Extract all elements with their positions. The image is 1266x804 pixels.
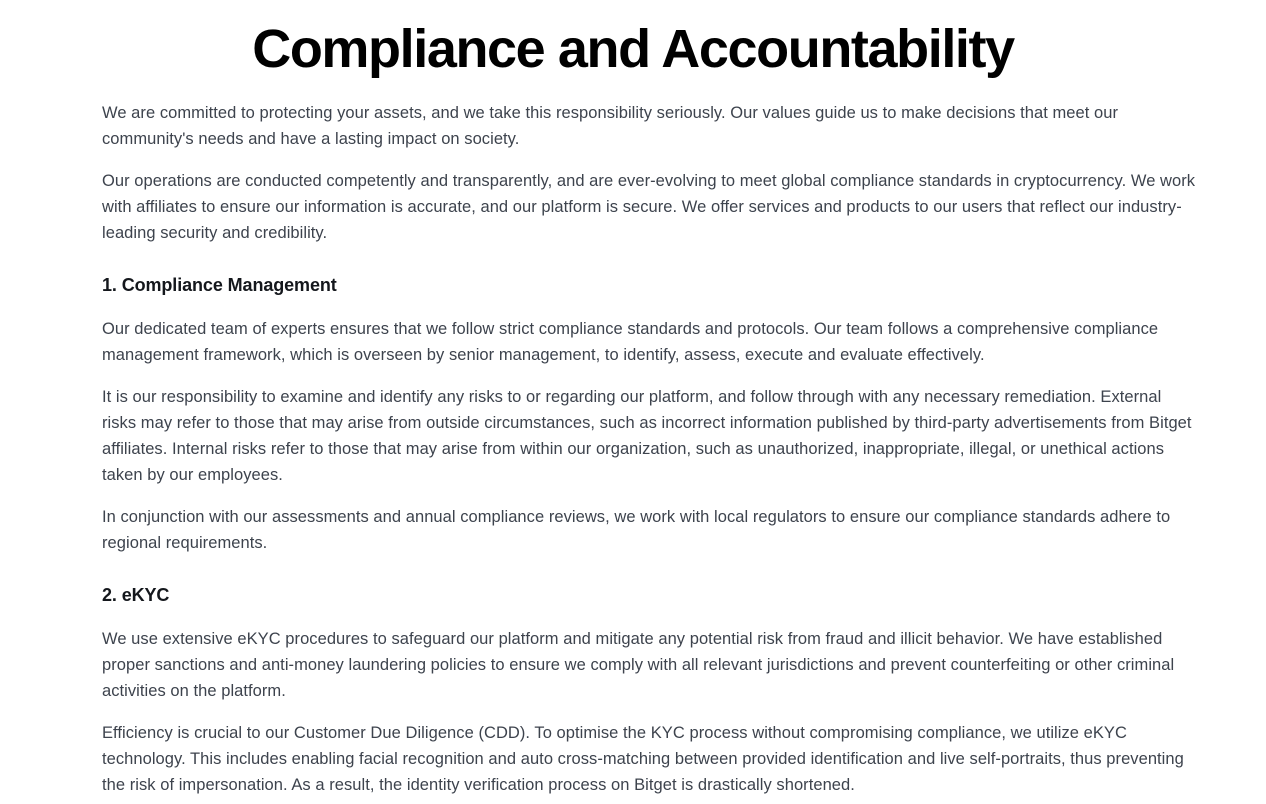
paragraph: Our dedicated team of experts ensures that we follow strict compliance standards and protocols. Our team follows a comprehensive compliance management framework, which is overseen by senior management, to identify, assess, execute and evaluate effectively. bbox=[102, 320, 1159, 365]
paragraph: We use extensive eKYC procedures to safeguard our platform and mitigate any potential risk from fraud and illicit behavior. We have established proper sanctions and anti-money laundering policies to ensure we comply with all relevant jurisdictions and prevent counterfeiting or other criminal activities on the platform. bbox=[102, 630, 1175, 701]
document-page bbox=[0, 20, 1266, 798]
paragraph: We are committed to protecting your assets, and we take this responsibility seriously. Our values guide us to make decisions that meet our community's needs and have a lasting impact on society. bbox=[102, 104, 1119, 149]
document-content bbox=[102, 100, 1200, 798]
section-heading-ekyc: 2. eKYC bbox=[102, 585, 170, 606]
paragraph: It is our responsibility to examine and identify any risks to or regarding our platform, and follow through with any necessary remediation. External risks may refer to those that may arise from outside circumstances, such as incorrect information published by third-party advertisements from Bitget affiliates. Internal risks refer to those that may arise from within our organization, such as unauthorized, inappropriate, illegal, or unethical actions taken by our employees. bbox=[102, 388, 1192, 485]
page-title: Compliance and Accountability bbox=[252, 19, 1014, 79]
paragraph: Efficiency is crucial to our Customer Due Diligence (CDD). To optimise the KYC process without compromising compliance, we utilize eKYC technology. This includes enabling facial recognition and auto cross-matching between provided identification and live self-portraits, thus preventing the risk of impersonation. As a result, the identity verification process on Bitget is drastically shortened. bbox=[102, 724, 1184, 795]
paragraph: In conjunction with our assessments and annual compliance reviews, we work with local regulators to ensure our compliance standards adhere to regional requirements. bbox=[102, 508, 1171, 553]
section-heading-compliance-management: 1. Compliance Management bbox=[102, 275, 337, 296]
paragraph: Our operations are conducted competently and transparently, and are ever-evolving to meet global compliance standards in cryptocurrency. We work with affiliates to ensure our information is accurate, and our platform is secure. We offer services and products to our users that reflect our industry-leading security and credibility. bbox=[102, 172, 1196, 243]
